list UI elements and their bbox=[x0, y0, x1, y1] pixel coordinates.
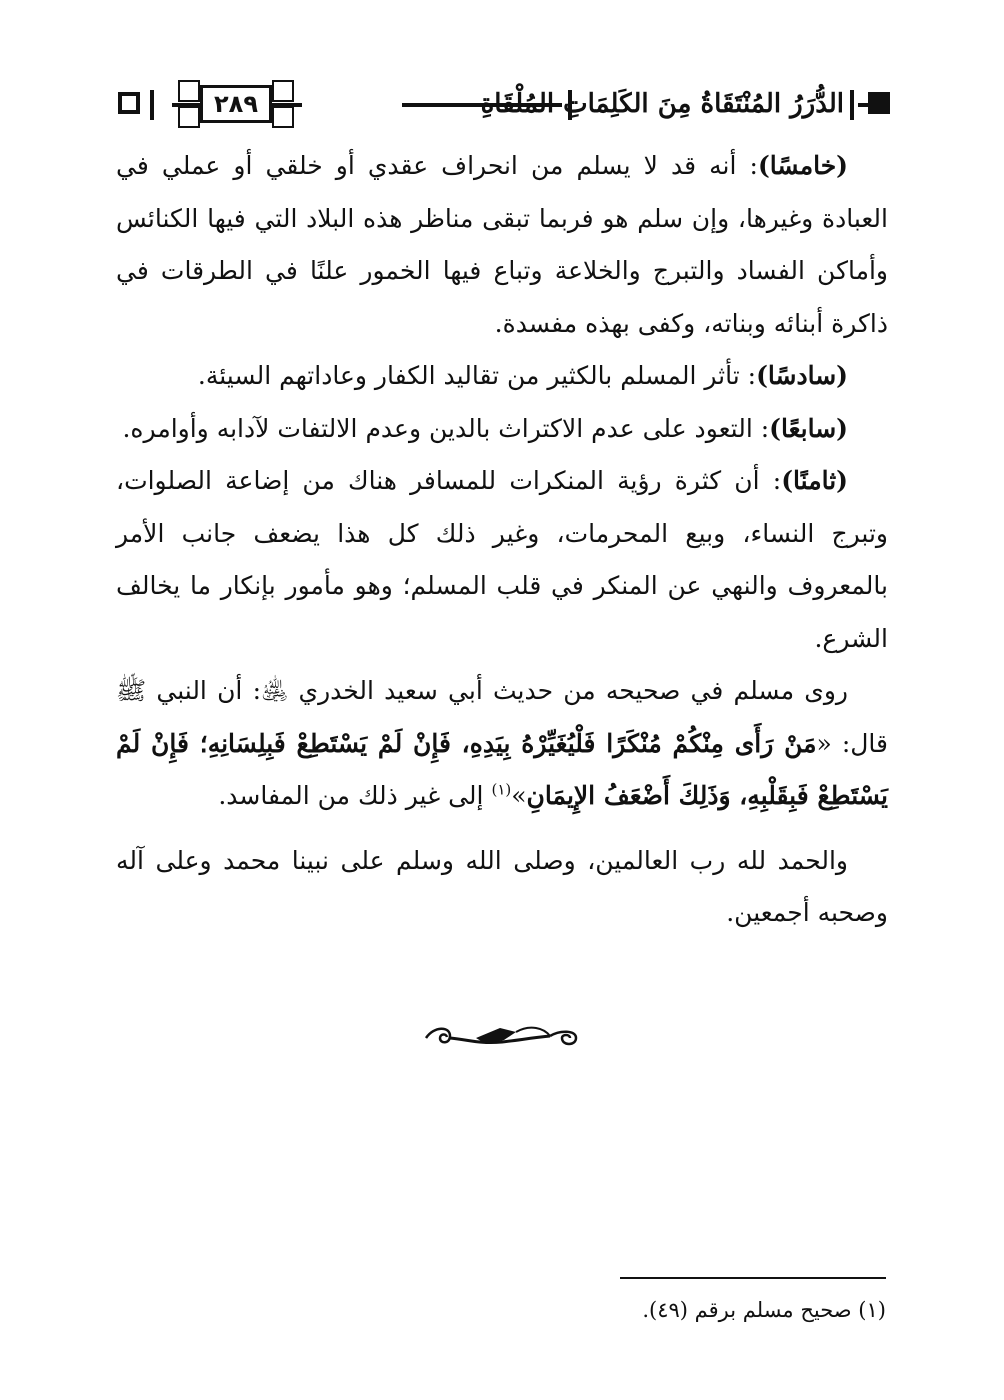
frame-corner-ornament bbox=[272, 106, 294, 128]
frame-corner-ornament bbox=[272, 80, 294, 102]
frame-corner-ornament bbox=[178, 106, 200, 128]
running-title: الدُّرَرُ المُنْتَقَاةُ مِنَ الكَلِمَاتِ المُلْقَاةِ bbox=[480, 89, 844, 119]
paragraph-fifth bbox=[116, 140, 888, 350]
paragraph-text: : التعود على عدم الاكتراث بالدين وعدم الالتفات لآدابه وأوامره. bbox=[122, 413, 770, 443]
footnote: (١) صحيح مسلم برقم (٤٩). bbox=[642, 1298, 886, 1322]
paragraph-text: والحمد لله رب العالمين، وصلى الله وسلم على نبينا محمد وعلى آله وصحبه أجمعين. bbox=[116, 845, 888, 927]
point-label: (سابعًا) bbox=[769, 413, 848, 443]
paragraph-text: إلى غير ذلك من المفاسد. bbox=[218, 781, 492, 810]
end-flourish-ornament bbox=[420, 1018, 584, 1054]
point-label: (خامسًا) bbox=[757, 151, 848, 180]
page-header bbox=[112, 80, 890, 130]
header-bar-mark bbox=[850, 90, 854, 120]
frame-corner-ornament bbox=[178, 80, 200, 102]
open-square-ornament bbox=[118, 92, 140, 114]
paragraph-sixth bbox=[116, 350, 888, 403]
footnote-marker[interactable]: (١) bbox=[491, 780, 512, 799]
footnote-separator bbox=[620, 1277, 886, 1279]
paragraph-hadith bbox=[116, 665, 888, 823]
paragraph-text: : أنه قد لا يسلم من انحراف عقدي أو خلقي أو عملي في العبادة وغيرها، وإن سلم هو فربما تبقى مناظر هذه البلاد التي فيها الكنائس وأماكن الفساد والتبرج والخلاعة وتباع فيها الخمور علنًا في الطرقات في ذاكرة أبنائه وبناته، وكفى بهذه مفسدة. bbox=[116, 151, 888, 338]
hadith-quote: مَنْ رَأَى مِنْكُمْ مُنْكَرًا فَلْيُغَيِّرْهُ بِيَدِهِ، فَإِنْ لَمْ يَسْتَطِعْ فَبِلِسَانِهِ؛ فَإِنْ لَمْ يَسْتَطِعْ فَبِقَلْبِهِ، وَذَلِكَ أَضْعَفُ الإِيمَانِ bbox=[116, 728, 888, 810]
page-number: ٢٨٩ bbox=[200, 85, 272, 123]
paragraph-seventh bbox=[116, 403, 888, 456]
point-label: (ثامنًا) bbox=[781, 466, 848, 495]
paragraph-text: روى مسلم في صحيحه من حديث أبي سعيد الخدري ﵁: أن النبي ﷺ قال: « bbox=[116, 676, 888, 758]
header-bar-mark bbox=[150, 90, 154, 120]
quote-close: » bbox=[511, 781, 527, 810]
point-label: (سادسًا) bbox=[756, 361, 848, 390]
filled-square-ornament bbox=[868, 92, 890, 114]
paragraph-eighth bbox=[116, 455, 888, 665]
paragraph-closing bbox=[116, 835, 888, 940]
paragraph-text: : أن كثرة رؤية المنكرات للمسافر هناك من إضاعة الصلوات، وتبرج النساء، وبيع المحرمات، وغير ذلك كل هذا يضعف جانب الأمر بالمعروف والنهي عن المنكر في قلب المسلم؛ وهو مأمور بإنكار ما يخالف الشرع. bbox=[116, 466, 888, 653]
paragraph-text: : تأثر المسلم بالكثير من تقاليد الكفار وعاداتهم السيئة. bbox=[197, 361, 757, 390]
main-text bbox=[116, 140, 888, 940]
